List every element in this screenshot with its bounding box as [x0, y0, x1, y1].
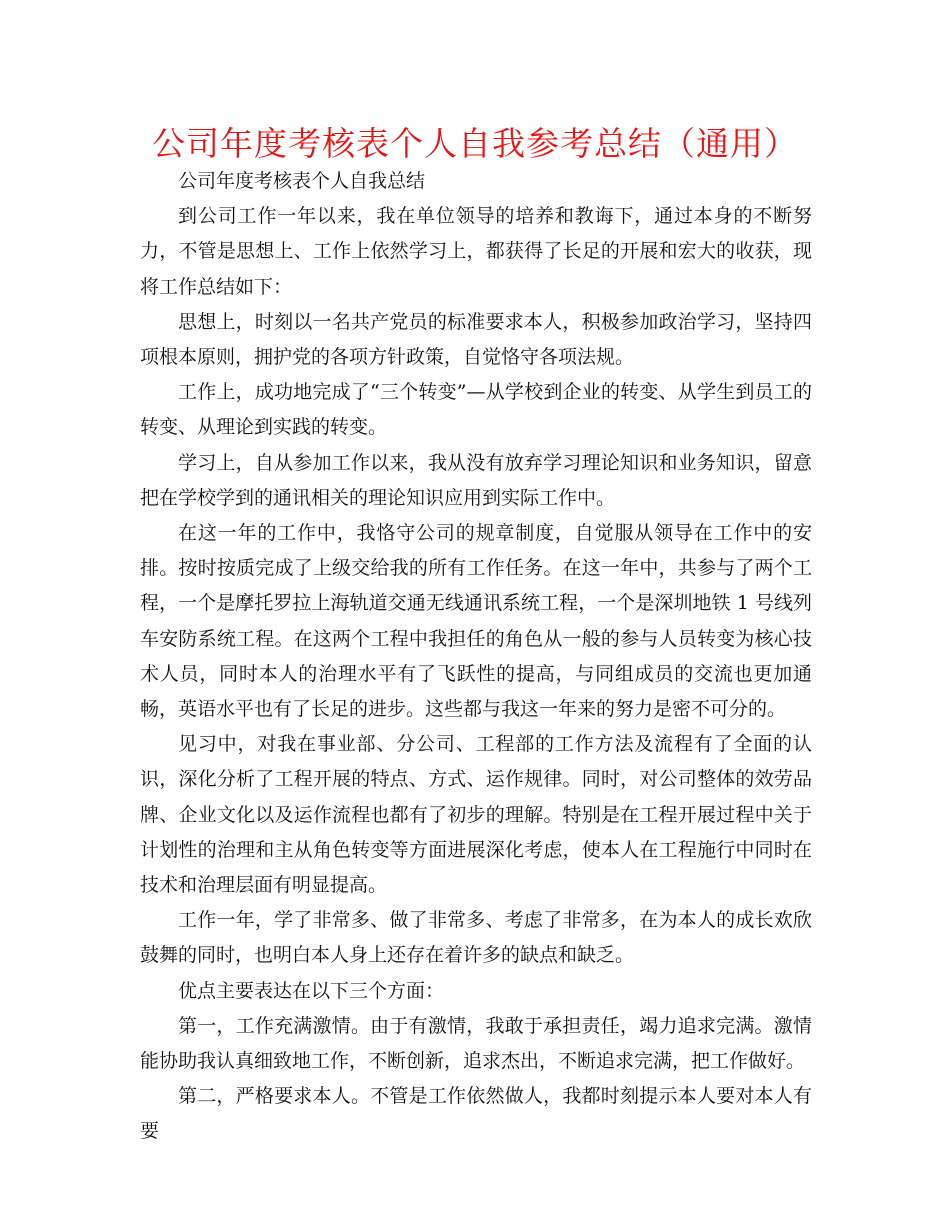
paragraph-year-work: 在这一年的工作中，我恪守公司的规章制度，自觉服从领导在工作中的安排。按时按质完成了上级交给我的所有工作任务。在这一年中，共参与了两个工程，一个是摩托罗拉上海轨道交通无线通讯系统工程，一个是深圳地铁 1 号线列车安防系统工程。在这两个工程中我担任的角色从一般的参与人员转变为核心技术人员，同时本人的治理水平有了飞跃性的提高，与同组成员的交流也更加通畅，英语水平也有了长足的进步。这些都与我这一年来的努力是密不可分的。 [140, 522, 812, 721]
paragraph-thought: 思想上，时刻以一名共产党员的标准要求本人，积极参加政治学习，坚持四项根本原则，拥护党的各项方针政策，自觉恪守各项法规。 [140, 310, 812, 369]
paragraph-strengths-intro: 优点主要表达在以下三个方面： [178, 979, 445, 1002]
document-title: 公司年度考核表个人自我参考总结（通用） [152, 124, 798, 163]
paragraph-strength-1: 第一，工作充满激情。由于有激情，我敢于承担责任，竭力追求完满。激情能协助我认真细致地工作，不断创新，追求杰出，不断追求完满，把工作做好。 [140, 1014, 812, 1073]
paragraph-subtitle: 公司年度考核表个人自我总结 [178, 170, 426, 192]
document-body [140, 164, 812, 1150]
paragraph-intro: 到公司工作一年以来，我在单位领导的培养和教诲下，通过本身的不断努力，不管是思想上、工作上依然学习上，都获得了长足的开展和宏大的收获，现将工作总结如下： [140, 205, 812, 298]
paragraph-work: 工作上，成功地完成了“三个转变”—从学校到企业的转变、从学生到员工的转变、从理论到实践的转变。 [140, 381, 812, 439]
paragraph-internship: 见习中，对我在事业部、分公司、工程部的工作方法及流程有了全面的认识，深化分析了工程开展的特点、方式、运作规律。同时，对公司整体的效劳品牌、企业文化以及运作流程也都有了初步的理解。特别是在工程开展过程中关于计划性的治理和主从角色转变等方面进展深化考虑，使本人在工程施行中同时在技术和治理层面有明显提高。 [140, 733, 812, 897]
paragraph-reflection: 工作一年，学了非常多、做了非常多、考虑了非常多，在为本人的成长欢欣鼓舞的同时，也明白本人身上还存在着许多的缺点和缺乏。 [140, 909, 812, 967]
paragraph-strength-2: 第二，严格要求本人。不管是工作依然做人，我都时刻提示本人要对本人有要 [140, 1085, 812, 1143]
paragraph-study: 学习上，自从参加工作以来，我从没有放弃学习理论知识和业务知识，留意把在学校学到的通讯相关的理论知识应用到实际工作中。 [140, 451, 812, 509]
